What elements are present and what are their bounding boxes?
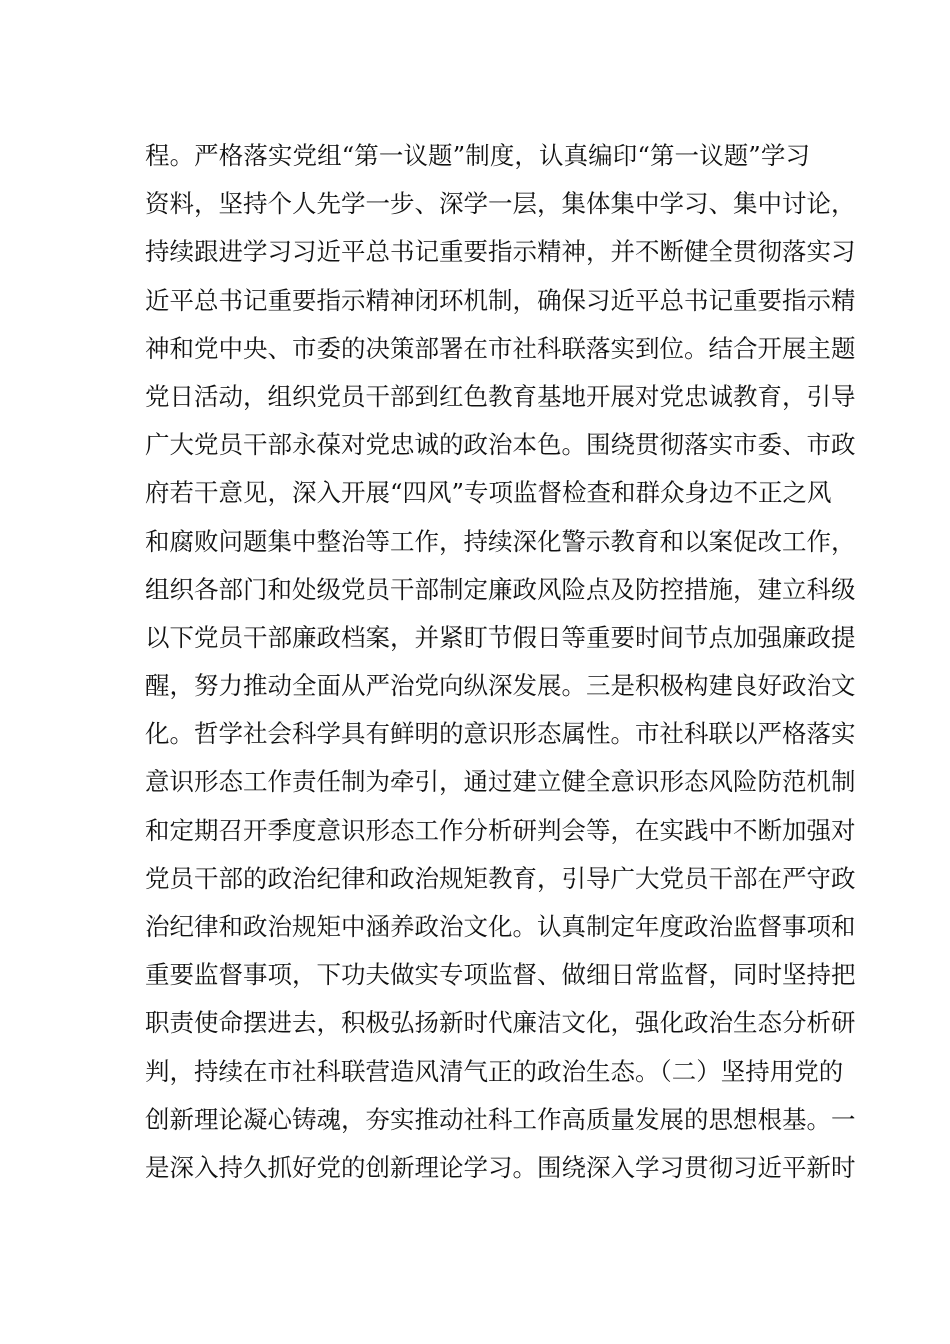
text-line: 职责使命摆进去，积极弘扬新时代廉洁文化，强化政治生态分析研	[145, 1008, 856, 1038]
text-line: 治纪律和政治规矩中涵养政治文化。认真制定年度政治监督事项和	[145, 912, 856, 941]
text-line: 创新理论凝心铸魂，夯实推动社科工作高质量发展的思想根基。一	[145, 1104, 856, 1134]
text-line: 是深入持久抓好党的创新理论学习。围绕深入学习贯彻习近平新时	[145, 1152, 856, 1182]
body-text	[145, 132, 856, 1192]
text-line: 党员干部的政治纪律和政治规矩教育，引导广大党员干部在严守政	[145, 863, 856, 893]
text-line: 资料，坚持个人先学一步、深学一层，集体集中学习、集中讨论，	[145, 189, 856, 219]
text-line: 府若干意见，深入开展“四风”专项监督检查和群众身边不正之风	[145, 478, 832, 508]
text-line: 程。严格落实党组“第一议题”制度，认真编印“第一议题”学习	[145, 141, 810, 170]
text-line: 和定期召开季度意识形态工作分析研判会等，在实践中不断加强对	[145, 815, 856, 845]
text-line: 持续跟进学习习近平总书记重要指示精神，并不断健全贯彻落实习	[145, 237, 856, 267]
text-line: 组织各部门和处级党员干部制定廉政风险点及防控措施，建立科级	[145, 574, 856, 604]
text-line: 神和党中央、市委的决策部署在市社科联落实到位。结合开展主题	[145, 333, 856, 363]
text-line: 党日活动，组织党员干部到红色教育基地开展对党忠诚教育，引导	[145, 381, 856, 411]
text-line: 近平总书记重要指示精神闭环机制，确保习近平总书记重要指示精	[145, 285, 856, 315]
text-line: 广大党员干部永葆对党忠诚的政治本色。围绕贯彻落实市委、市政	[145, 430, 856, 460]
text-line: 判，持续在市社科联营造风清气正的政治生态。（二）坚持用党的	[145, 1056, 844, 1086]
text-line: 化。哲学社会科学具有鲜明的意识形态属性。市社科联以严格落实	[145, 719, 856, 749]
text-line: 意识形态工作责任制为牵引，通过建立健全意识形态风险防范机制	[145, 767, 856, 797]
text-line: 以下党员干部廉政档案，并紧盯节假日等重要时间节点加强廉政提	[145, 622, 856, 652]
text-line: 重要监督事项，下功夫做实专项监督、做细日常监督，同时坚持把	[145, 960, 856, 990]
text-line: 和腐败问题集中整治等工作，持续深化警示教育和以案促改工作，	[145, 526, 856, 556]
text-line: 醒，努力推动全面从严治党向纵深发展。三是积极构建良好政治文	[145, 671, 856, 701]
